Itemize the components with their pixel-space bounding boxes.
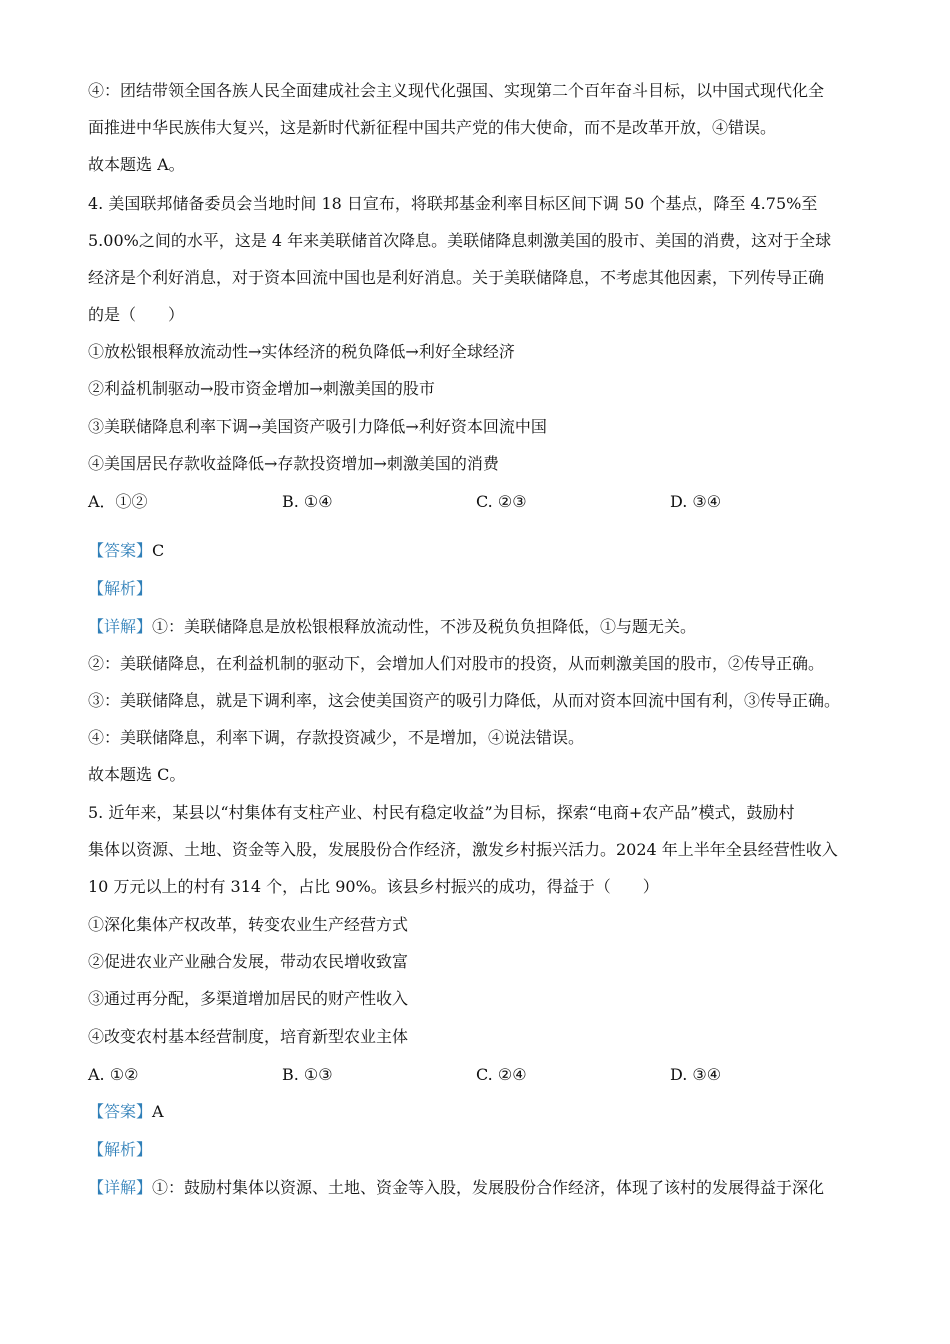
q4-stem-line-2: 5.00%之间的水平，这是 4 年来美联储首次降息。美联储降息刺激美国的股市、美国的消费，这对于全球 bbox=[88, 231, 832, 250]
q5-detail-line-1 bbox=[88, 1177, 824, 1199]
q4-detail-line-2: ②：美联储降息，在利益机制的驱动下，会增加人们对股市的投资，从而刺激美国的股市，②传导正确。 bbox=[88, 654, 825, 673]
q5-stem-line-2: 集体以资源、土地、资金等入股，发展股份合作经济，激发乡村振兴活力。2024 年上半年全县经营性收入 bbox=[88, 840, 838, 859]
q4-detail-line-4: ④：美联储降息，利率下调，存款投资减少，不是增加，④说法错误。 bbox=[88, 728, 585, 747]
detail-tag: 【详解】 bbox=[88, 1178, 153, 1197]
q5-stem-line-1: 5. 近年来，某县以“村集体有支柱产业、村民有稳定收益”为目标，探索“电商+农产品”模式，鼓励村 bbox=[88, 803, 795, 822]
q4-option-b: B. ①④ bbox=[282, 492, 333, 511]
answer-tag: 【答案】 bbox=[88, 1102, 153, 1121]
analysis-tag: 【解析】 bbox=[88, 579, 153, 598]
q4-statement-2: ②利益机制驱动→股市资金增加→刺激美国的股市 bbox=[88, 379, 435, 398]
detail-tag: 【详解】 bbox=[88, 617, 153, 636]
q5-options bbox=[88, 1064, 888, 1086]
q5-option-a: A. ①② bbox=[88, 1065, 139, 1084]
q5-option-c: C. ②④ bbox=[476, 1065, 527, 1084]
q5-answer-value: A bbox=[152, 1102, 164, 1121]
q5-detail-text-1: ①：鼓励村集体以资源、土地、资金等入股，发展股份合作经济，体现了该村的发展得益于深化 bbox=[152, 1178, 825, 1197]
q4-stem-line-1: 4. 美国联邦储备委员会当地时间 18 日宣布，将联邦基金利率目标区间下调 50 个基点，降至 4.75%至 bbox=[88, 194, 818, 213]
q4-answer-value: C bbox=[152, 541, 165, 560]
q3-analysis-line-2: 面推进中华民族伟大复兴，这是新时代新征程中国共产党的伟大使命，而不是改革开放，④错误。 bbox=[88, 118, 777, 137]
q4-option-a: A．①② bbox=[88, 492, 148, 511]
q5-analysis-heading bbox=[88, 1139, 152, 1161]
answer-tag: 【答案】 bbox=[88, 541, 153, 560]
analysis-tag: 【解析】 bbox=[88, 1140, 153, 1159]
q4-conclusion: 故本题选 C。 bbox=[88, 765, 186, 784]
q4-statement-4: ④美国居民存款收益降低→存款投资增加→刺激美国的消费 bbox=[88, 454, 499, 473]
q4-option-d: D. ③④ bbox=[670, 492, 722, 511]
q5-answer bbox=[88, 1101, 164, 1123]
q4-detail-line-1 bbox=[88, 616, 696, 638]
q5-statement-3: ③通过再分配，多渠道增加居民的财产性收入 bbox=[88, 989, 409, 1008]
q4-detail-text-1: ①：美联储降息是放松银根释放流动性，不涉及税负负担降低，①与题无关。 bbox=[152, 617, 697, 636]
q5-option-b: B. ①③ bbox=[282, 1065, 333, 1084]
q4-statement-3: ③美联储降息利率下调→美国资产吸引力降低→利好资本回流中国 bbox=[88, 417, 547, 436]
q5-statement-4: ④改变农村基本经营制度，培育新型农业主体 bbox=[88, 1027, 409, 1046]
q5-statement-2: ②促进农业产业融合发展，带动农民增收致富 bbox=[88, 952, 409, 971]
q5-stem-line-3: 10 万元以上的村有 314 个，占比 90%。该县乡村振兴的成功，得益于（ ） bbox=[88, 877, 659, 896]
q4-analysis-heading bbox=[88, 578, 152, 600]
q3-conclusion: 故本题选 A。 bbox=[88, 155, 185, 174]
q4-options bbox=[88, 491, 888, 513]
q4-detail-line-3: ③：美联储降息，就是下调利率，这会使美国资产的吸引力降低，从而对资本回流中国有利，③传导正确。 bbox=[88, 691, 841, 710]
q4-answer bbox=[88, 540, 164, 562]
q5-statement-1: ①深化集体产权改革，转变农业生产经营方式 bbox=[88, 915, 409, 934]
q3-analysis-line-1: ④：团结带领全国各族人民全面建成社会主义现代化强国、实现第二个百年奋斗目标，以中国式现代化全 bbox=[88, 81, 825, 100]
q4-stem-line-3: 经济是个利好消息，对于资本回流中国也是利好消息。关于美联储降息，不考虑其他因素，下列传导正确 bbox=[88, 268, 825, 287]
q5-option-d: D. ③④ bbox=[670, 1065, 722, 1084]
q4-statement-1: ①放松银根释放流动性→实体经济的税负降低→利好全球经济 bbox=[88, 342, 515, 361]
q4-option-c: C. ②③ bbox=[476, 492, 527, 511]
q4-stem-line-4: 的是（ ） bbox=[88, 305, 185, 324]
